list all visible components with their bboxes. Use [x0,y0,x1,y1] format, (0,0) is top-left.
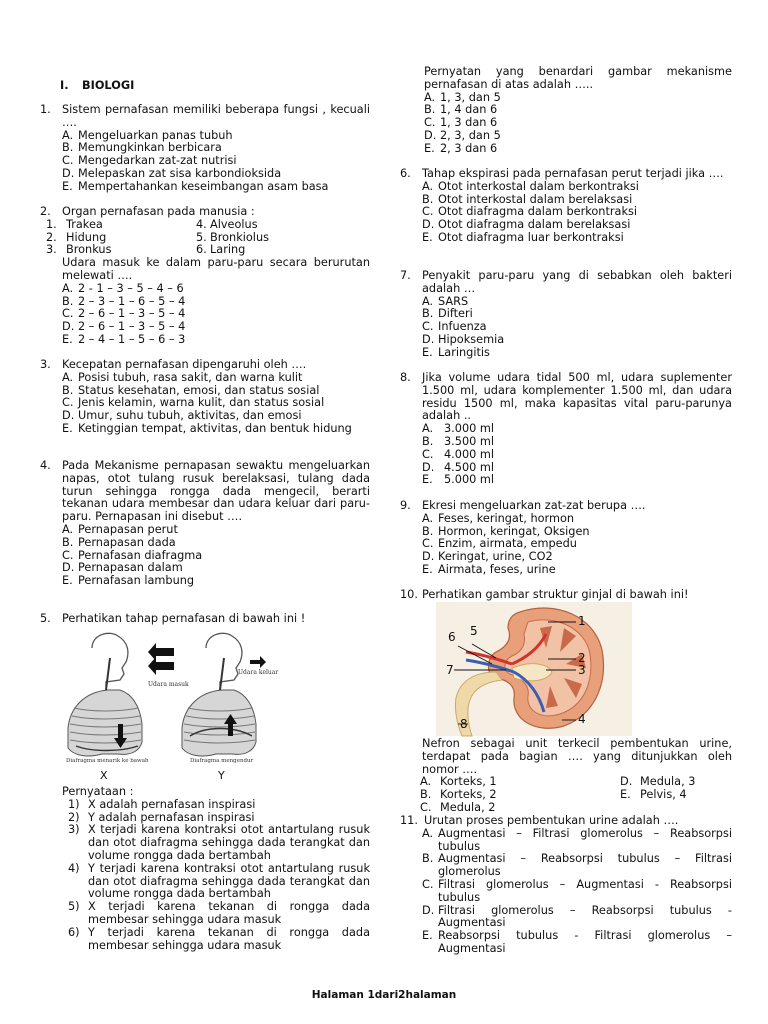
section-number: I. [60,79,69,92]
question-text: Perhatikan tahap pernafasan di bawah ini ! [62,612,306,625]
option-list [422,296,732,360]
letter-y: Y [218,769,225,782]
option-text: Otot interkostal dalam berelaksasi [438,192,633,206]
option-b[interactable] [422,853,732,879]
organ-name: Hidung [66,230,107,244]
option-text: 3.500 ml [444,434,495,448]
organ-list [46,219,370,257]
statement-block [40,786,370,952]
figure-y [182,633,266,756]
option-letter: E. [620,788,631,802]
organ-number: 2. [46,230,57,244]
option-letter: C. [420,800,432,814]
question-number: 10. [400,588,418,601]
option-letter: B. [422,852,434,866]
kidney-illustration [436,602,632,736]
option-e[interactable] [422,347,732,360]
option-a[interactable] [62,524,370,537]
question-text-2: Udara masuk ke dalam paru-paru secara berurutan melewati …. [62,256,370,282]
option-c[interactable] [420,802,620,815]
breathing-illustration [62,628,279,780]
option-letter: C. [62,154,74,168]
statement-text: Y terjadi karena kontraksi otot antartulang rusuk dan otot diafragma sehingga dada terangkat dan volume rongga dada bertambah [88,861,370,901]
option-letter: A. [424,90,436,104]
option-letter: C. [62,307,74,321]
option-letter: C. [422,205,434,219]
option-text: 2 – 6 – 1 – 3 – 5 – 4 [78,320,186,334]
option-text: Augmentasi – Filtrasi glomerolus – Reabsorpsi tubulus [438,826,732,853]
question-text-2: Nefron sebagai unit terkecil pembentukan urine, terdapat pada bagian …. yang ditunjukkan oleh nomor …. [422,737,732,776]
option-text: 2, 3, dan 5 [440,128,501,142]
option-e[interactable] [62,423,370,436]
option-text: Memungkinkan berbicara [78,141,222,155]
option-letter: B. [62,141,74,155]
option-letter: B. [422,434,434,448]
question-10 [400,589,732,602]
option-text: Medula, 2 [440,800,496,814]
option-text: Ketinggian tempat, aktivitas, dan bentuk hidung [78,421,352,435]
option-a[interactable] [62,283,370,296]
option-letter: D. [62,561,75,575]
question-number: 2. [40,205,51,218]
option-d[interactable] [422,334,732,347]
option-text: Pelvis, 4 [640,788,687,802]
option-text: 2 – 3 – 1 – 6 – 5 – 4 [78,294,186,308]
option-letter: E. [62,332,73,346]
option-text: Keringat, urine, CO2 [438,550,553,564]
option-text: Reabsorpsi tubulus - Filtrasi glomerolus – Augmentasi [438,929,732,955]
question-6 [400,168,732,245]
page-footer: Halaman 1dari2halaman [311,989,457,1001]
option-text: Airmata, feses, urine [438,562,556,576]
kidney-label-2: 2 [578,651,586,665]
option-letter: E. [422,473,433,487]
kidney-label-1: 1 [578,614,586,628]
option-list [422,513,732,577]
question-number: 5. [40,612,51,625]
option-text: Otot diafragma luar berkontraksi [438,230,624,244]
option-c[interactable] [422,449,732,462]
option-text: 1, 3, dan 5 [440,90,501,104]
question-text: Kecepatan pernafasan dipengaruhi oleh …. [62,358,307,371]
option-text: 5.000 ml [444,473,495,487]
option-text: Hipoksemia [438,332,505,346]
question-text: Penyakit paru-paru yang di sebabkan oleh bakteri adalah … [422,269,732,295]
option-letter: D. [62,320,75,334]
option-letter: E. [62,421,73,435]
question-8 [400,372,732,487]
organ-number: 5. [196,230,207,244]
question-text: Perhatikan gambar struktur ginjal di bawah ini! [422,588,689,601]
option-letter: A. [422,179,434,193]
option-letter: E. [422,562,433,576]
option-d[interactable] [422,905,732,931]
organ-name: Bronkus [66,243,112,257]
question-9 [400,500,732,577]
option-text: Filtrasi glomerolus – Augmentasi - Reabsorpsi tubulus [438,877,732,904]
question-text: Tahap ekspirasi pada pernafasan perut terjadi jika …. [422,167,724,180]
question-10-body [400,738,732,815]
option-text: 1, 3 dan 6 [440,116,498,130]
option-text: Otot diafragma dalam berkontraksi [438,205,638,219]
statement-item [68,824,370,862]
organ-name: Trakea [66,217,103,231]
question-text: Pada Mekanisme pernapasan sewaktu mengeluarkan napas, otot tulang rusuk berelaksasi, tulang dada turun sehingga rongga dada mengecil, berarti tekanan udara membesar dan udara keluar dari paru-paru. Pernapasan ini disebut …. [62,459,370,524]
option-text: Mengeluarkan panas tubuh [78,128,233,142]
question-text: Sistem pernafasan memiliki beberapa fungsi , kecuali …. [62,103,370,129]
option-d[interactable] [62,168,370,181]
option-text: Infuenza [438,320,487,334]
option-letter: B. [420,788,432,802]
option-text: 3.000 ml [444,422,495,436]
option-e[interactable] [620,789,740,802]
question-5 [40,613,370,626]
option-text: Augmentasi – Reabsorpsi tubulus – Filtrasi glomerolus [438,852,732,879]
option-text: Posisi tubuh, rasa sakit, dan warna kulit [78,370,303,384]
option-b[interactable] [62,537,370,550]
option-text: 2 – 6 – 1 – 3 – 5 – 4 [78,307,186,321]
option-letter: C. [62,548,74,562]
section-title [60,80,134,93]
option-letter: E. [422,345,433,359]
option-e[interactable] [422,474,732,487]
option-letter: D. [424,128,437,142]
question-number: 6. [400,167,411,180]
option-letter: C. [424,116,436,130]
option-letter: B. [62,535,74,549]
statement-text: X terjadi karena tekanan di rongga dada membesar sehingga udara masuk [88,900,370,926]
statement-title: Pernyataan : [62,785,134,798]
renal-pelvis [512,664,552,681]
statement-item [68,901,370,927]
option-letter: D. [422,460,435,474]
option-text: Feses, keringat, hormon [438,511,575,525]
option-letter: C. [422,537,434,551]
option-letter: D. [422,903,435,917]
option-letter: E. [62,179,73,193]
question-2 [40,206,370,347]
statement-number: 2) [68,810,80,824]
option-text: 2 - 1 – 3 – 5 – 4 – 6 [78,281,184,295]
option-letter: C. [422,877,434,891]
kidney-label-3: 3 [578,663,586,677]
option-a[interactable] [422,181,732,194]
option-letter: D. [422,550,435,564]
option-e[interactable] [62,334,370,347]
option-text: Laringitis [438,345,490,359]
option-list [422,423,732,487]
organ-name: Laring [210,243,246,257]
question-text: Jika volume udara tidal 500 ml, udara suplementer 1.500 ml, udara komplementer 1.500 ml, dan udara residu 1500 ml, maka kapasitas vital paru-parunya adalah .. [422,371,732,423]
option-text: Otot interkostal dalam berkontraksi [438,179,639,193]
option-letter: B. [62,383,74,397]
option-letter: B. [422,307,434,321]
option-text: Hormon, keringat, Oksigen [438,524,590,538]
question-text: Organ pernafasan pada manusia : [62,205,255,218]
statement-item [68,927,370,953]
option-text: 1, 4 dan 6 [440,103,498,117]
option-letter: A. [422,422,434,436]
question-number: 3. [40,358,51,371]
option-text: Melepaskan zat sisa karbondioksida [78,166,282,180]
organ-number: 3. [46,243,57,257]
option-letter: A. [420,775,432,789]
statement-text: Y terjadi karena tekanan di rongga dada membesar sehingga udara masuk [88,925,370,952]
option-e[interactable] [62,575,370,588]
option-text: Pernapasan dada [78,535,176,549]
option-letter: E. [62,574,73,588]
option-e[interactable] [424,143,732,156]
option-letter: B. [424,103,436,117]
option-text: Korteks, 1 [440,775,497,789]
question-number: 8. [400,371,411,384]
organ-number: 1. [46,217,57,231]
option-text: 2, 3 dan 6 [440,141,498,155]
option-text: Pernapasan perut [78,522,178,536]
caption-x: Diafragma menarik ke bawah [66,758,149,764]
kidney-label-8: 8 [460,717,468,731]
question-number: 1. [40,103,51,116]
statement-text: Y adalah pernafasan inspirasi [88,810,255,824]
option-list [62,372,370,436]
statement-number: 6) [68,925,80,939]
option-letter: D. [62,409,75,423]
option-letter: A. [62,281,74,295]
option-letter: C. [422,320,434,334]
option-b[interactable] [422,436,732,449]
organ-number: 4. [196,217,207,231]
option-text: Otot diafragma dalam berelaksasi [438,218,631,232]
option-e[interactable] [422,564,732,577]
question-number: 11. [400,814,418,827]
option-letter: A. [422,511,434,525]
statement-item [68,863,370,901]
question-3 [40,359,370,436]
kidney-label-7: 7 [446,663,454,677]
option-d[interactable] [424,130,732,143]
option-e[interactable] [422,232,732,245]
option-text: 4.500 ml [444,460,495,474]
option-a[interactable] [62,372,370,385]
option-letter: D. [422,332,435,346]
option-letter: E. [422,230,433,244]
option-letter: A. [62,522,74,536]
option-text: Mempertahankan keseimbangan asam basa [78,179,329,193]
organ-number: 6. [196,243,207,257]
air-in-label: Udara masuk [148,681,189,688]
option-letter: E. [424,141,435,155]
kidney-label-6: 6 [448,630,456,644]
statement-text: X adalah pernafasan inspirasi [88,797,256,811]
option-list [422,181,732,245]
option-list [62,130,370,194]
option-list [424,92,732,156]
option-text: SARS [438,294,469,308]
option-letter: E. [422,929,433,943]
option-letter: D. [422,218,435,232]
option-list [62,524,370,588]
kidney-figure [436,602,632,736]
organ-name: Alveolus [210,217,258,231]
kidney-label-5: 5 [470,624,478,638]
question-7 [400,270,732,360]
option-list [420,776,732,814]
option-list [422,828,732,956]
caption-y: Diafragma mengendur [190,758,254,764]
option-text: Korteks, 2 [440,788,497,802]
question-number: 9. [400,499,411,512]
question-number: 4. [40,459,51,472]
organ-name: Bronkiolus [210,230,269,244]
letter-x: X [100,769,108,782]
statement-number: 4) [68,861,80,875]
option-letter: C. [62,396,74,410]
option-e[interactable] [62,181,370,194]
option-letter: B. [422,192,434,206]
air-out-label: Udara keluar [238,669,279,676]
option-letter: D. [62,166,75,180]
statement-number: 5) [68,900,80,914]
option-letter: B. [62,294,74,308]
question-5-continued [402,66,732,156]
option-text: Pernafasan diafragma [78,548,203,562]
organ-item [46,219,196,232]
statement-item [68,799,370,812]
organ-item [196,219,346,232]
option-text: Umur, suhu tubuh, aktivitas, dan emosi [78,409,302,423]
option-a[interactable] [422,513,732,526]
option-text: 2 – 4 – 1 – 5 – 6 – 3 [78,332,186,346]
option-text: Filtrasi glomerolus – Reabsorpsi tubulus - Augmentasi [438,903,732,930]
figure-x [68,633,174,756]
statement-text: X terjadi karena kontraksi otot antartulang rusuk dan otot diafragma sehingga dada terangkat dan volume rongga dada bertambah [88,823,370,862]
question-text: Ekresi mengeluarkan zat-zat berupa …. [422,499,646,512]
option-letter: A. [422,294,434,308]
option-text: Pernafasan lambung [78,574,195,588]
statement-number: 3) [68,823,80,837]
question-4 [40,460,370,588]
question-text: Pernyatan yang benardari gambar mekanisme pernafasan di atas adalah ….. [424,65,732,91]
option-c[interactable] [422,879,732,905]
option-text: Jenis kelamin, warna kulit, dan status sosial [78,396,325,410]
option-a[interactable] [422,828,732,854]
option-text: Mengedarkan zat-zat nutrisi [78,154,237,168]
kidney-label-4: 4 [578,712,586,726]
option-list [62,283,370,347]
option-text: Status kesehatan, emosi, dan status sosial [78,383,320,397]
option-letter: D. [620,775,633,789]
option-letter: C. [422,447,434,461]
option-letter: A. [62,128,74,142]
option-text: Difteri [438,307,473,321]
option-text: 4.000 ml [444,447,495,461]
option-text: Enzim, airmata, empedu [438,537,577,551]
statement-number: 1) [68,797,80,811]
statement-list [68,799,370,953]
option-letter: B. [422,524,434,538]
question-number: 7. [400,269,411,282]
question-1 [40,104,370,194]
section-title-text: BIOLOGI [82,79,135,92]
option-e[interactable] [422,930,732,956]
question-11 [400,815,732,956]
option-letter: A. [422,826,434,840]
breathing-figure [62,628,279,780]
question-text: Urutan proses pembentukan urine adalah …. [424,814,679,827]
option-letter: A. [62,370,74,384]
option-text: Medula, 3 [640,775,696,789]
option-text: Pernapasan dalam [78,561,183,575]
